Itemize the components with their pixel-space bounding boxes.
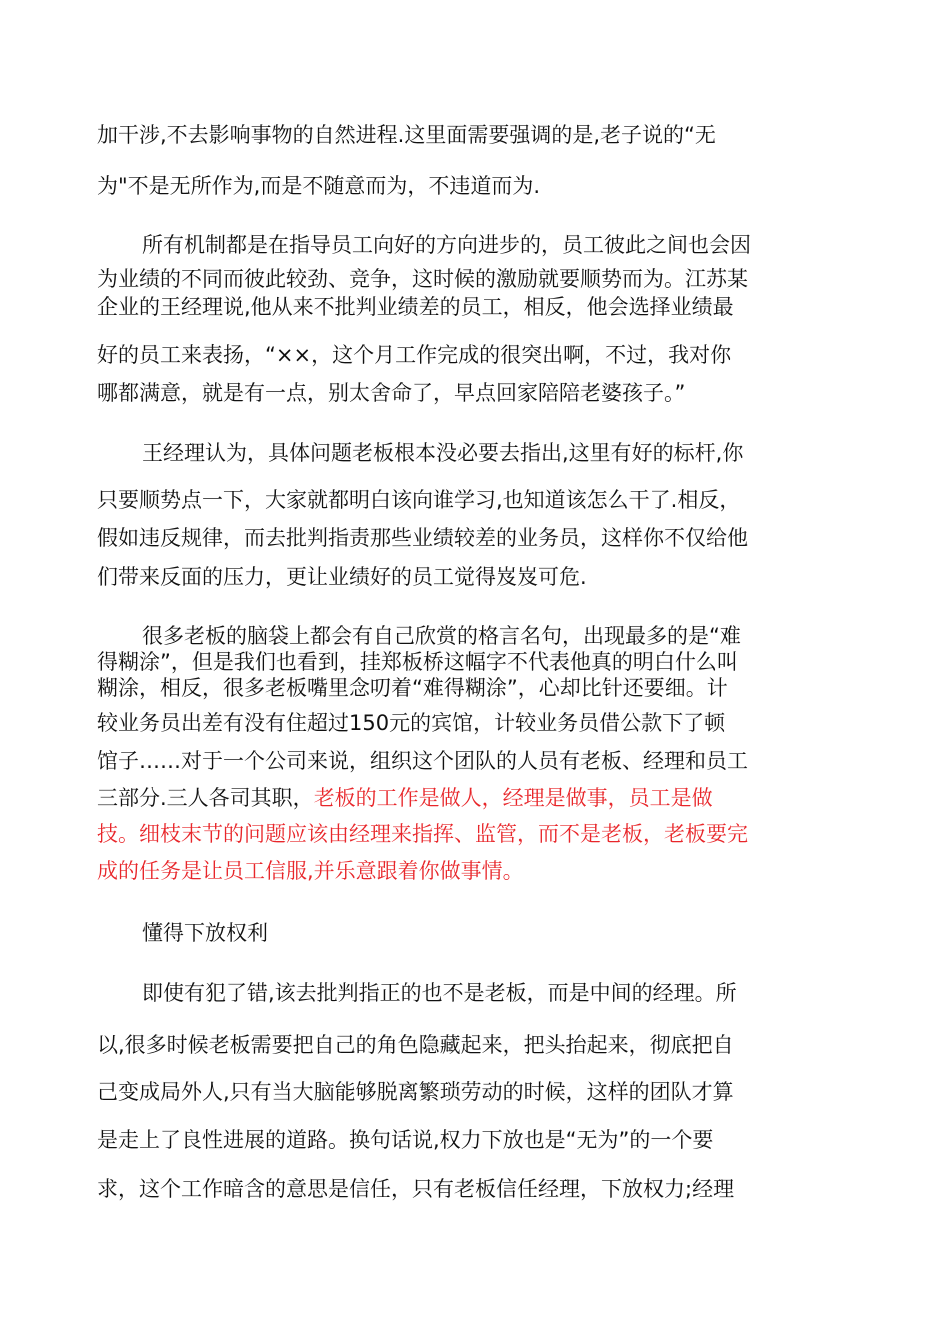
paragraph-line: 加干涉,不去影响事物的自然进程.这里面需要强调的是,老子说的“无 [97,123,716,147]
paragraph-line: 假如违反规律，而去批判指责那些业绩较差的业务员，这样你不仅给他 [97,526,748,550]
paragraph-line: 即使有犯了错,该去批判指正的也不是老板，而是中间的经理。所 [142,981,737,1005]
paragraph-line: 为"不是无所作为,而是不随意而为，不违道而为. [97,174,541,198]
highlighted-line: 成的任务是让员工信服,并乐意跟着你做事情。 [97,859,524,883]
highlighted-line: 技。细枝末节的问题应该由经理来指挥、监管，而不是老板，老板要完 [97,822,748,846]
highlighted-text: 老板的工作是做人，经理是做事，员工是做 [313,786,713,810]
paragraph-line: 为业绩的不同而彼此较劲、竞争，这时候的激励就要顺势而为。江苏某 [97,267,748,291]
paragraph-line: 们带来反面的压力，更让业绩好的员工觉得岌岌可危. [97,565,587,589]
paragraph-line [97,783,797,813]
paragraph-line: 己变成局外人,只有当大脑能够脱离繁琐劳动的时候，这样的团队才算 [97,1080,734,1104]
paragraph-line: 很多老板的脑袋上都会有自己欣赏的格言名句，出现最多的是“难 [142,624,741,648]
paragraph-line: 王经理认为，具体问题老板根本没必要去指出,这里有好的标杆,你 [142,441,744,465]
paragraph-line: 好的员工来表扬，“××，这个月工作完成的很突出啊，不过，我对你 [97,343,732,367]
paragraph-line: 所有机制都是在指导员工向好的方向进步的，员工彼此之间也会因 [142,233,751,257]
paragraph-line: 较业务员出差有没有住超过150元的宾馆，计较业务员借公款下了顿 [97,711,726,735]
paragraph-line: 企业的王经理说,他从来不批判业绩差的员工，相反，他会选择业绩最 [97,295,734,319]
paragraph-line: 馆子……对于一个公司来说，组织这个团队的人员有老板、经理和员工 [97,749,748,773]
paragraph-line: 糊涂，相反，很多老板嘴里念叨着“难得糊涂”，心却比针还要细。计 [97,676,728,700]
paragraph-line: 只要顺势点一下，大家就都明白该向谁学习,也知道该怎么干了.相反， [97,488,741,512]
paragraph-text: 三部分.三人各司其职， [97,786,314,810]
paragraph-line: 是走上了良性进展的道路。换句话说,权力下放也是“无为”的一个要 [97,1128,714,1152]
paragraph-line: 以,很多时候老板需要把自己的角色隐藏起来，把头抬起来，彻底把自 [97,1033,734,1057]
paragraph-line: 哪都满意，就是有一点，别太舍命了，早点回家陪陪老婆孩子。” [97,381,686,405]
paragraph-line: 得糊涂”，但是我们也看到，挂郑板桥这幅字不代表他真的明白什么叫 [97,650,738,674]
paragraph-line: 求，这个工作暗含的意思是信任，只有老板信任经理，下放权力;经理 [97,1177,735,1201]
section-heading: 懂得下放权利 [142,921,268,945]
